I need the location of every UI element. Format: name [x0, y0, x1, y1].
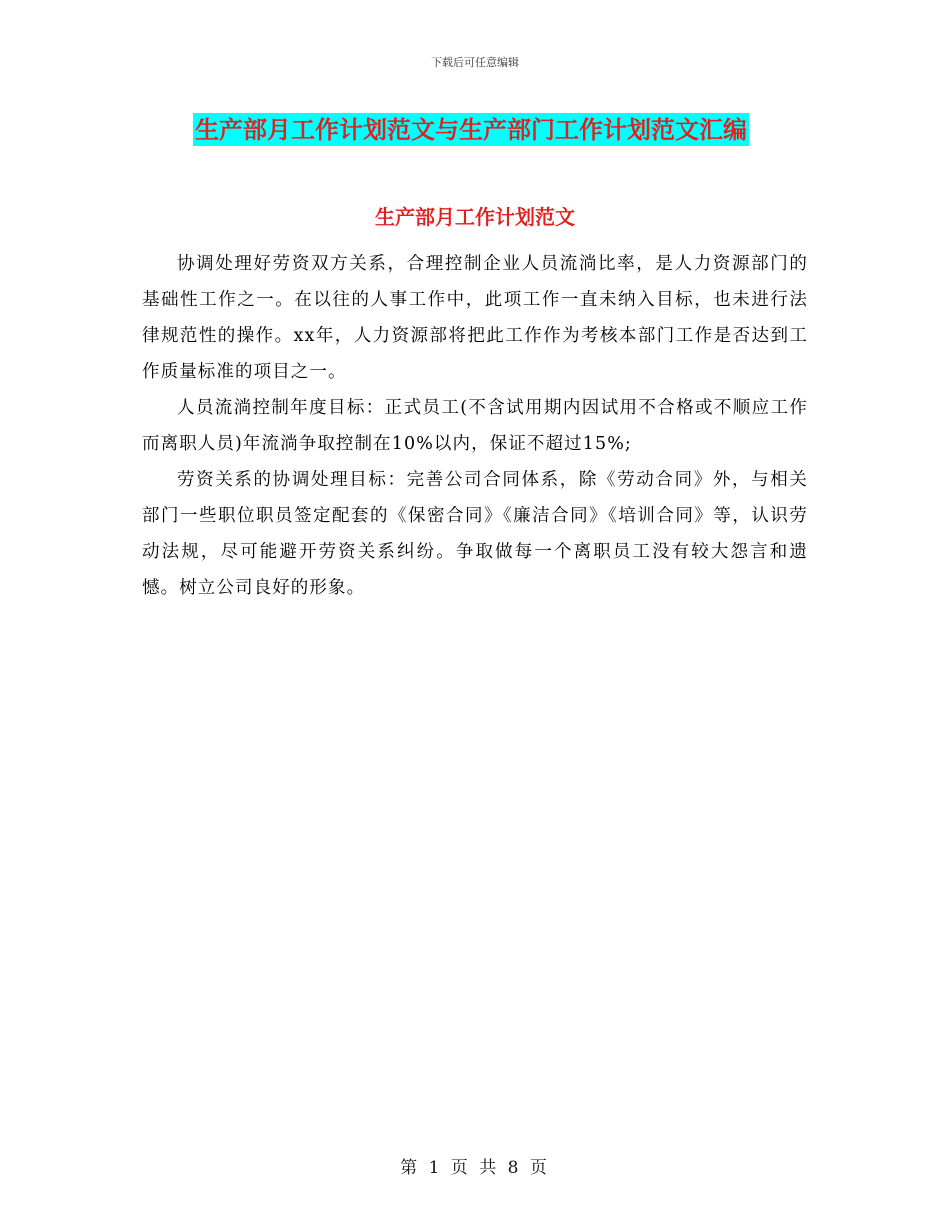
- section-title: 生产部月工作计划范文: [375, 205, 575, 229]
- paragraph: 协调处理好劳资双方关系，合理控制企业人员流淌比率，是人力资源部门的基础性工作之一。在以往的人事工作中，此项工作一直未纳入目标，也未进行法律规范性的操作。xx年，人力资源部将把此工作作为考核本部门工作是否达到工作质量标准的项目之一。: [142, 254, 808, 382]
- body-text: [142, 246, 808, 606]
- document-title: 生产部月工作计划范文与生产部门工作计划范文汇编: [195, 115, 747, 144]
- paragraph: 人员流淌控制年度目标：正式员工(不含试用期内因试用不合格或不顺应工作而离职人员)年流淌争取控制在10%以内，保证不超过15%;: [142, 398, 808, 454]
- document-title-wrapper: [193, 113, 749, 146]
- header-note: 下载后可任意编辑: [431, 56, 519, 69]
- page-number-footer: 第 1 页 共 8 页: [400, 1158, 550, 1178]
- paragraph: 劳资关系的协调处理目标：完善公司合同体系，除《劳动合同》外，与相关部门一些职位职员签定配套的《保密合同》《廉洁合同》《培训合同》等，认识劳动法规，尽可能避开劳资关系纠纷。争取做每一个离职员工没有较大怨言和遗憾。树立公司良好的形象。: [142, 470, 808, 598]
